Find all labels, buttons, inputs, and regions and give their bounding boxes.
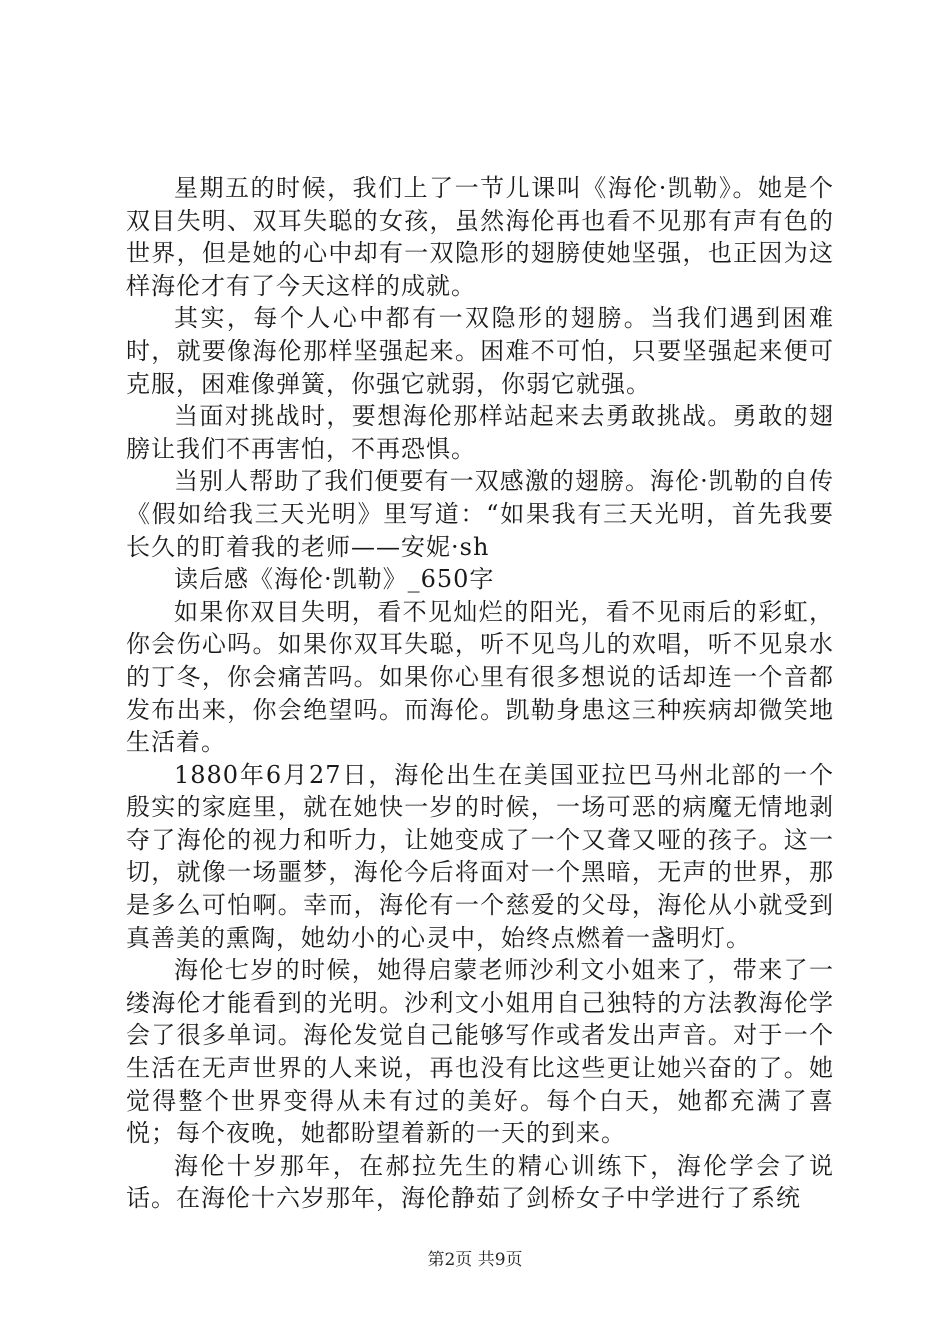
paragraph: 当别人帮助了我们便要有一双感激的翅膀。海伦·凯勒的自传《假如给我三天光明》里写道：“如果我有三天光明，首先我要长久的盯着我的老师——安妮·sh [126,467,834,561]
paragraph: 当面对挑战时，要想海伦那样站起来去勇敢挑战。勇敢的翅膀让我们不再害怕，不再恐惧。 [126,402,834,463]
paragraph: 海伦十岁那年，在郝拉先生的精心训练下，海伦学会了说话。在海伦十六岁那年，海伦静茹了剑桥女子中学进行了系统 [126,1151,834,1213]
paragraph: 星期五的时候，我们上了一节儿课叫《海伦·凯勒》。她是个双目失明、双耳失聪的女孩，虽然海伦再也看不见那有声有色的世界，但是她的心中却有一双隐形的翅膀使她坚强，也正因为这样海伦才有了今天这样的成就。 [126,174,834,300]
paragraph: 海伦七岁的时候，她得启蒙老师沙利文小姐来了，带来了一缕海伦才能看到的光明。沙利文小姐用自己独特的方法教海伦学会了很多单词。海伦发觉自己能够写作或者发出声音。对于一个生活在无声世界的人来说，再也没有比这些更让她兴奋的了。她觉得整个世界变得从未有过的美好。每个白天，她都充满了喜悦；每个夜晚，她都盼望着新的一天的到来。 [126,956,834,1148]
document-body [126,172,834,1215]
article-subtitle: 读后感《海伦·凯勒》_650字 [174,565,495,594]
page-number-footer: 第2页 共9页 [427,1250,523,1270]
paragraph: 其实，每个人心中都有一双隐形的翅膀。当我们遇到困难时，就要像海伦那样坚强起来。困难不可怕，只要坚强起来便可克服，困难像弹簧，你强它就弱，你弱它就强。 [126,304,834,398]
paragraph: 如果你双目失明，看不见灿烂的阳光，看不见雨后的彩虹，你会伤心吗。如果你双耳失聪，听不见鸟儿的欢唱，听不见泉水的丁冬，你会痛苦吗。如果你心里有很多想说的话却连一个音都发布出来，你会绝望吗。而海伦。凯勒身患这三种疾病却微笑地生活着。 [126,597,834,757]
paragraph: 1880年6月27日，海伦出生在美国亚拉巴马州北部的一个殷实的家庭里，就在她快一岁的时候，一场可恶的病魔无情地剥夺了海伦的视力和听力，让她变成了一个又聋又哑的孩子。这一切，就像一场噩梦，海伦今后将面对一个黑暗，无声的世界，那是多么可怕啊。幸而，海伦有一个慈爱的父母，海伦从小就受到真善美的熏陶，她幼小的心灵中，始终点燃着一盏明灯。 [126,760,834,952]
